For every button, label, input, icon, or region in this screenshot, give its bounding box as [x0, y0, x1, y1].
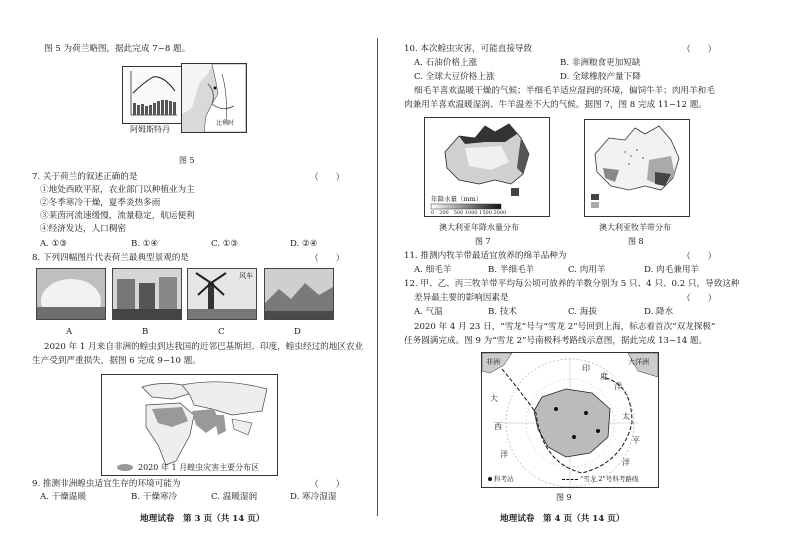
q8-label-a: A [66, 327, 73, 337]
fig5-climate-chart [122, 66, 182, 124]
antarctic-intro-line1: 2020 年 4 月 23 日，“雪龙”号与“雪龙 2”号回到上海，标志着首次“双龙探极” [414, 322, 716, 332]
q9-option-c[interactable]: C. 温暖湿润 [211, 492, 258, 502]
q12-option-b[interactable]: B. 技术 [488, 307, 517, 317]
sheep-intro-line1: 细毛羊喜欢温暖干燥的气候；半细毛羊适应湿润的环境，偏饲牛羊；肉用羊和毛 [414, 86, 715, 96]
q8-photo-a[interactable] [36, 268, 106, 320]
fig9-label: 大 [490, 394, 498, 403]
fig9-label: 洋 [500, 450, 508, 459]
q11-option-d[interactable]: D. 肉毛兼用羊 [644, 265, 700, 275]
fig9-label: 太 [622, 412, 630, 421]
fig9-station-legend: 科考站 [494, 475, 514, 483]
q11-stem: 11. 推测内牧羊带最适宜放养的绵羊品种为 [404, 251, 567, 261]
q8-photo-c[interactable] [187, 268, 257, 320]
fig5-map-label: 比利时 [216, 120, 235, 127]
fig5-chart-label: 阿姆斯特丹 [130, 125, 170, 134]
q9-option-b[interactable]: B. 干燥寒冷 [131, 492, 178, 502]
fig9-label-oceania: 大洋洲 [628, 358, 649, 366]
fig9-antarctic-map [481, 352, 659, 488]
q9-option-a[interactable]: A. 干燥温暖 [40, 492, 87, 502]
q11-answer-blank[interactable]: （ ） [682, 252, 717, 262]
fig9-route-legend: “雪龙 2”号科考路线 [580, 475, 639, 483]
q8-stem: 8. 下列四幅图片代表荷兰最典型景观的是 [32, 253, 190, 263]
fig7-rainfall-map [424, 117, 550, 217]
q7-option-a[interactable]: A. ①③ [40, 239, 68, 249]
fig9-label: 印 [582, 364, 590, 373]
q8-photo-d[interactable] [264, 268, 334, 320]
q8-label-d: D [294, 327, 301, 337]
locust-intro-line2: 生产受到严重损失，据图 6 完成 9~10 题。 [32, 356, 201, 366]
q11-option-c[interactable]: C. 肉用羊 [568, 265, 606, 275]
sheep-intro-line2: 肉兼用羊喜欢温暖湿润、牛羊温差不大的气候。据图 7，图 8 完成 11~12 题。 [404, 100, 707, 110]
q7-item: ②冬季寒冷干燥，夏季炎热多雨 [40, 198, 161, 208]
fig8-title: 澳大利亚牧羊带分布 [599, 223, 671, 232]
fig7-legend-scale: 0 200 500 1000 1500 2000 [431, 210, 507, 216]
q11-option-b[interactable]: B. 半细毛羊 [488, 265, 535, 275]
q9-answer-blank[interactable]: （ ） [310, 480, 345, 490]
station-icon [488, 477, 492, 481]
q9-stem: 9. 推测非洲蝗虫适宜生存的环境可能为 [32, 479, 181, 489]
fig8-caption: 图 8 [628, 237, 644, 246]
fig5-map [181, 63, 247, 133]
q8-answer-blank[interactable]: （ ） [310, 254, 345, 264]
q10-option-d[interactable]: D. 全球橡胶产量下降 [560, 72, 641, 82]
q7-option-c[interactable]: C. ①③ [211, 239, 239, 249]
page-divider [377, 38, 378, 516]
fig6-map [101, 374, 278, 476]
q10-option-c[interactable]: C. 全球大豆价格上涨 [414, 72, 495, 82]
fig9-label: 西 [494, 422, 502, 431]
q7-answer-blank[interactable]: （ ） [310, 173, 345, 183]
q12-option-a[interactable]: A. 气温 [414, 307, 443, 317]
fig8-sheep-map [584, 119, 690, 217]
q7-item: ④经济发达，人口稠密 [40, 224, 126, 234]
locust-intro-line1: 2020 年 1 月来自非洲的蝗虫到达我国的近邻巴基斯坦、印度，蝗虫经过的地区农业 [44, 342, 364, 352]
q8-label-b: B [142, 327, 149, 337]
fig9-label: 平 [632, 436, 640, 445]
q10-answer-blank[interactable]: （ ） [682, 45, 717, 55]
q7-item: ①地处西欧平原，农业部门以种植业为主 [40, 185, 195, 195]
fig9-caption: 图 9 [556, 493, 572, 502]
q8-label-c: C [218, 327, 225, 337]
q11-option-a[interactable]: A. 细毛羊 [414, 265, 452, 275]
q7-option-b[interactable]: B. ①④ [131, 239, 159, 249]
fig6-legend-swatch [117, 464, 133, 471]
q8-photo-b[interactable] [112, 268, 182, 320]
fig9-label: 洋 [622, 458, 630, 467]
fig7-legend-title: 年降水量（mm） [431, 195, 483, 203]
q10-option-a[interactable]: A. 石油价格上涨 [414, 58, 478, 68]
q10-stem: 10. 本次蝗虫灾害，可能直接导致 [404, 44, 533, 54]
fig5-intro: 图 5 为荷兰略图，据此完成 7~8 题。 [44, 44, 191, 54]
q12-option-d[interactable]: D. 降水 [644, 307, 674, 317]
q8-photo-c-label: 风车 [239, 272, 253, 280]
q12-answer-blank[interactable]: （ ） [682, 294, 717, 304]
antarctic-intro-line2: 任务圆满完成。图 9 为“雪龙 2”号南极科考路线示意图，据此完成 13~14 题。 [404, 336, 708, 346]
fig7-caption: 图 7 [475, 237, 491, 246]
fig7-title: 澳大利亚年降水量分布 [439, 223, 519, 232]
left-page-footer: 地理试卷 第 3 页（共 14 页） [140, 514, 265, 524]
q9-option-d[interactable]: D. 寒冷湿湿 [290, 492, 337, 502]
q7-item: ③莱茵河流速缓慢，流量稳定，航运便利 [40, 211, 195, 221]
route-line-icon [562, 479, 578, 480]
fig6-caption: 2020 年 1 月蝗虫灾害主要分布区 [138, 463, 260, 472]
right-page-footer: 地理试卷 第 4 页（共 14 页） [500, 514, 625, 524]
fig9-label: 洋 [614, 382, 622, 391]
fig9-label-africa: 非洲 [486, 358, 500, 366]
fig9-label: 度 [600, 372, 608, 381]
q12-stem-line2: 差异最主要的影响因素是 [414, 293, 509, 303]
q10-option-b[interactable]: B. 非洲粮食更加短缺 [560, 58, 641, 68]
q12-stem-line1: 12. 甲、乙、丙三牧羊带平均每公顷可放养的羊数分别为 5 只、4 只、0.2 只，导致这种 [404, 279, 740, 289]
q12-option-c[interactable]: C. 海拔 [568, 307, 597, 317]
q7-stem: 7. 关于荷兰的叙述正确的是 [32, 172, 138, 182]
fig5-caption: 图 5 [179, 156, 195, 165]
q7-option-d[interactable]: D. ②④ [290, 239, 318, 249]
